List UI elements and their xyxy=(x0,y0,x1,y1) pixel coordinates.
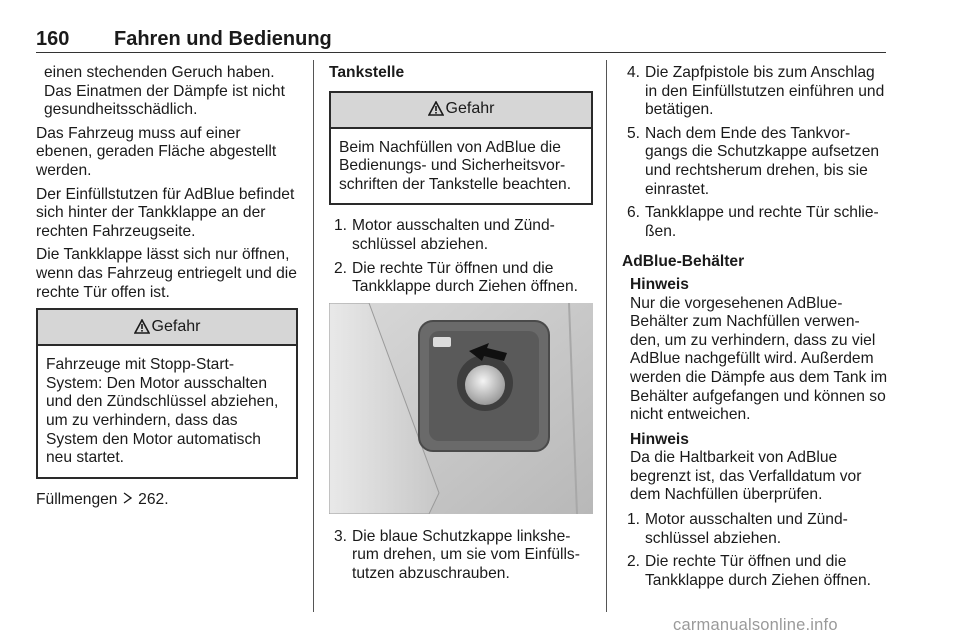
adblue-filler-photo xyxy=(329,303,593,514)
page-header xyxy=(36,28,886,52)
warning-box-gas-station xyxy=(329,91,593,206)
warning-triangle-icon xyxy=(134,319,150,334)
paragraph-level-surface: Das Fahrzeug muss auf einer ebenen, geraden Fläche abgestellt werden. xyxy=(36,124,277,179)
list-item: 6. Tankklappe und rechte Tür schlie-ßen. xyxy=(626,204,879,240)
note-block xyxy=(622,276,888,425)
warning-text: Fahrzeuge mit Stopp-Start-System: Den Motor ausschalten und den Zündschlüssel abziehen, um zu verhindern, dass das System den Motor automatisch neu startet. xyxy=(46,356,279,467)
warning-title: Gefahr xyxy=(445,100,495,118)
list-item: 1. Motor ausschalten und Zünd-schlüssel abziehen. xyxy=(333,217,555,253)
warning-title: Gefahr xyxy=(151,317,201,335)
watermark: carmanualsonline.info xyxy=(673,616,838,634)
list-item: 3. Die blaue Schutzkappe linkshe-rum drehen, um sie vom Einfülls-tutzen abzuschrauben. xyxy=(333,527,580,582)
warning-header xyxy=(38,310,296,346)
note-title: Hinweis xyxy=(630,430,689,448)
column-middle xyxy=(329,64,593,589)
note-title: Hinweis xyxy=(630,275,689,293)
list-item: 2. Die rechte Tür öffnen und die Tankklappe durch Ziehen öffnen. xyxy=(333,259,578,296)
list-item: 4. Die Zapfpistole bis zum Anschlag in den Einfüllstutzen einführen und betätigen. xyxy=(626,64,885,119)
warning-box-stop-start xyxy=(36,308,298,479)
page-title: Fahren und Bedienung xyxy=(114,28,332,50)
warning-header xyxy=(331,93,591,129)
warning-triangle-icon xyxy=(428,101,444,116)
fuel-ref-page[interactable]: 262. xyxy=(138,490,169,508)
column-divider-left xyxy=(313,60,314,612)
list-item: 1. Motor ausschalten und Zünd-schlüssel abziehen. xyxy=(626,511,848,547)
note-text: Da die Haltbarkeit von AdBlue begrenzt ist, das Verfalldatum vor dem Nachfüllen überprüfen. xyxy=(630,449,862,504)
paragraph-flap-opening: Die Tankklappe lässt sich nur öffnen, wenn das Fahrzeug entriegelt und die rechte Tür offen ist. xyxy=(36,246,297,301)
section-heading-tankstelle: Tankstelle xyxy=(329,64,405,81)
note-text: Nur die vorgesehenen AdBlue-Behälter zum Nachfüllen verwen-den, um zu verhindern, dass zu viel AdBlue nachgefüllt wird. Außerdem werden die Dämpfe aus dem Tank im Behälter aufgefangen und können so nicht entweichen. xyxy=(630,294,888,424)
note-block xyxy=(622,431,888,505)
fuel-ref-label: Füllmengen xyxy=(36,490,118,508)
column-divider-right xyxy=(606,60,607,612)
list-item: 5. Nach dem Ende des Tankvor-gangs die Schutzkappe aufsetzen und rechtsherum drehen, bis sie einrastet. xyxy=(626,124,880,198)
continuation-text: einen stechenden Geruch haben. Das Einatmen der Dämpfe ist nicht gesundheitsschädlich. xyxy=(44,64,285,119)
paragraph-filler-location: Der Einfüllstutzen für AdBlue befindet sich hinter der Tankklappe an der rechten Fahrzeugseite. xyxy=(36,185,295,240)
column-right xyxy=(622,64,888,595)
column-left xyxy=(36,64,298,514)
header-rule xyxy=(36,52,886,53)
page-number: 160 xyxy=(36,28,70,50)
fuel-capacity-reference xyxy=(36,491,298,510)
section-heading-adblue-container: AdBlue-Behälter xyxy=(622,253,745,271)
page-reference-arrow-icon xyxy=(122,491,134,510)
warning-text: Beim Nachfüllen von AdBlue die Bedienungs- und Sicherheitsvor-schriften der Tankstelle beachten. xyxy=(339,138,572,193)
list-item: 2. Die rechte Tür öffnen und die Tankklappe durch Ziehen öffnen. xyxy=(626,553,871,589)
